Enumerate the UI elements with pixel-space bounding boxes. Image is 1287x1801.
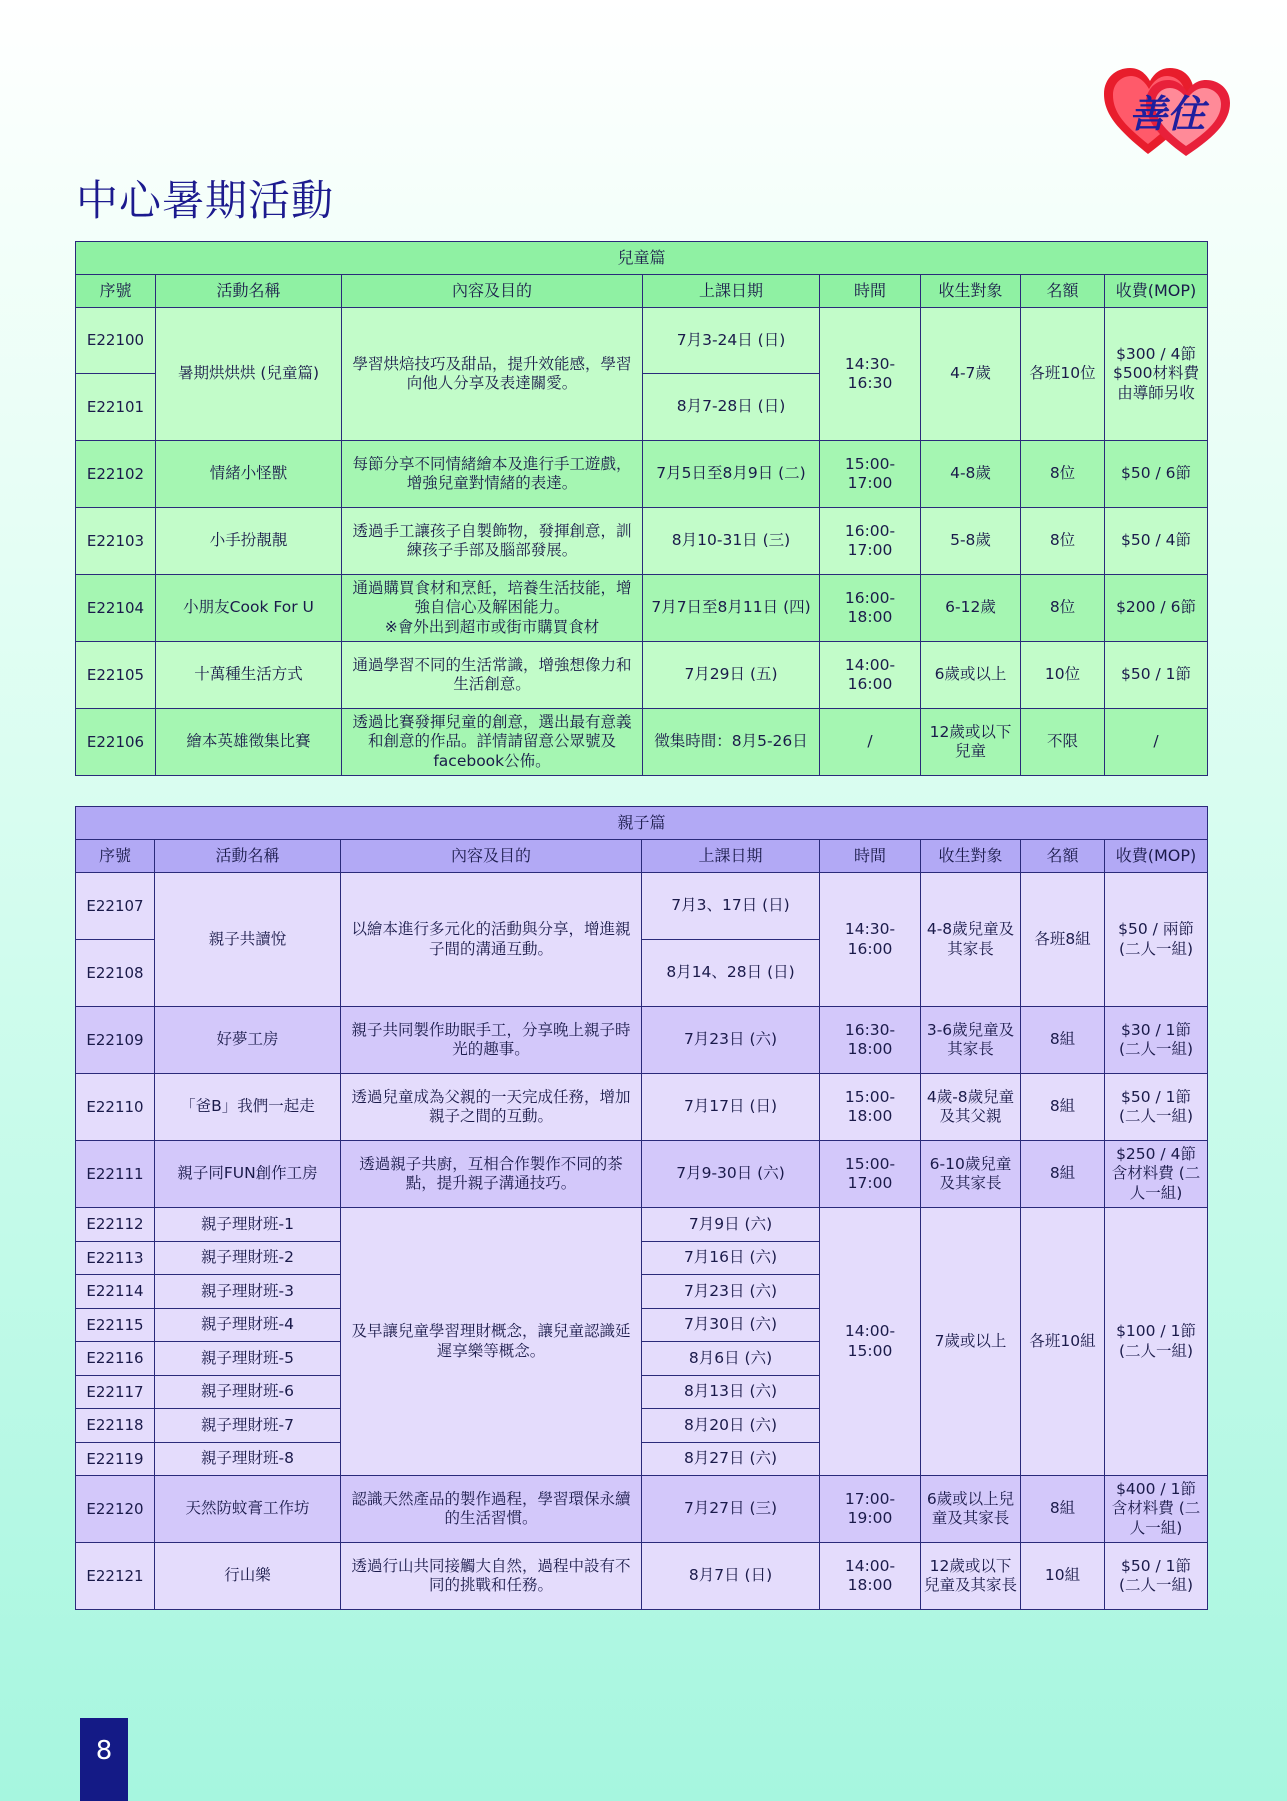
activity-description: 透過行山共同接觸大自然，過程中設有不同的挑戰和任務。 xyxy=(341,1543,642,1610)
activity-fee: $50 / 兩節 (二人一組) xyxy=(1105,873,1208,1007)
page-number: 8 xyxy=(80,1718,128,1801)
activity-id: E22117 xyxy=(76,1376,155,1409)
page-title: 中心暑期活動 xyxy=(76,176,335,225)
activity-fee: $50 / 6節 xyxy=(1105,441,1208,508)
activity-quota: 8位 xyxy=(1021,441,1105,508)
table-row xyxy=(76,308,1208,374)
activity-quota: 8組 xyxy=(1021,1141,1105,1208)
activity-time: 14:30-16:30 xyxy=(820,308,921,441)
activity-id: E22116 xyxy=(76,1342,155,1376)
activity-name: 親子共讀悅 xyxy=(155,873,341,1007)
activity-fee: $50 / 1節 xyxy=(1105,642,1208,709)
activity-id: E22101 xyxy=(76,374,156,441)
activity-date: 7月16日 (六) xyxy=(642,1242,820,1275)
activity-target: 5-8歲 xyxy=(921,508,1021,575)
double-heart-logo-icon xyxy=(1100,64,1234,160)
activity-id: E22120 xyxy=(76,1476,155,1543)
activity-id: E22110 xyxy=(76,1074,155,1141)
activity-date: 7月9-30日 (六) xyxy=(642,1141,820,1208)
activity-id: E22100 xyxy=(76,308,156,374)
activity-name: 天然防蚊膏工作坊 xyxy=(155,1476,341,1543)
table-row xyxy=(76,873,1208,940)
header-target: 收生對象 xyxy=(921,275,1021,308)
activity-description: 學習烘焙技巧及甜品，提升效能感，學習向他人分享及表達關愛。 xyxy=(342,308,643,441)
activity-name: 好夢工房 xyxy=(155,1007,341,1074)
activity-quota: 8位 xyxy=(1021,508,1105,575)
activity-fee: $250 / 4節 含材料費 (二人一組) xyxy=(1105,1141,1208,1208)
activity-target: 6歲或以上 xyxy=(921,642,1021,709)
activity-target: 6-10歲兒童及其家長 xyxy=(921,1141,1021,1208)
activity-date: 8月13日 (六) xyxy=(642,1376,820,1409)
activity-description: 親子共同製作助眠手工，分享晚上親子時光的趣事。 xyxy=(341,1007,642,1074)
activity-date: 8月10-31日 (三) xyxy=(643,508,820,575)
activity-date: 7月5日至8月9日 (二) xyxy=(643,441,820,508)
header-name: 活動名稱 xyxy=(155,840,341,873)
table-row xyxy=(76,508,1208,575)
activity-quota: 8組 xyxy=(1021,1074,1105,1141)
activity-target: 4-7歲 xyxy=(921,308,1021,441)
header-desc: 內容及目的 xyxy=(341,840,642,873)
activity-fee: $400 / 1節 含材料費 (二人一組) xyxy=(1105,1476,1208,1543)
activity-target: 12歲或以下兒童及其家長 xyxy=(921,1543,1021,1610)
activity-target: 6-12歲 xyxy=(921,575,1021,642)
activity-date: 7月17日 (日) xyxy=(642,1074,820,1141)
activity-description: 通過學習不同的生活常識，增強想像力和生活創意。 xyxy=(342,642,643,709)
activity-date: 8月20日 (六) xyxy=(642,1409,820,1443)
activity-time: 15:00-18:00 xyxy=(820,1074,921,1141)
activity-id: E22111 xyxy=(76,1141,155,1208)
activity-id: E22104 xyxy=(76,575,156,642)
activity-name: 暑期烘烘烘 (兒童篇) xyxy=(156,308,342,441)
activity-name: 十萬種生活方式 xyxy=(156,642,342,709)
header-target: 收生對象 xyxy=(921,840,1021,873)
activity-date: 徵集時間：8月5-26日 xyxy=(643,709,820,776)
activity-name: 繪本英雄徵集比賽 xyxy=(156,709,342,776)
activity-quota: 各班10位 xyxy=(1021,308,1105,441)
activity-date: 7月29日 (五) xyxy=(643,642,820,709)
activity-fee: $300 / 4節 $500材料費 由導師另收 xyxy=(1105,308,1208,441)
activity-id: E22118 xyxy=(76,1409,155,1443)
activity-id: E22102 xyxy=(76,441,156,508)
header-id: 序號 xyxy=(76,275,156,308)
header-fee: 收費(MOP) xyxy=(1105,275,1208,308)
activity-time: 14:30-16:00 xyxy=(820,873,921,1007)
activity-name: 親子理財班-2 xyxy=(155,1242,341,1275)
activity-name: 「爸B」我們一起走 xyxy=(155,1074,341,1141)
activity-time: / xyxy=(820,709,921,776)
activity-quota: 10組 xyxy=(1021,1543,1105,1610)
activity-name: 小朋友Cook For U xyxy=(156,575,342,642)
header-date: 上課日期 xyxy=(643,275,820,308)
activity-description: 透過手工讓孩子自製飾物，發揮創意，訓練孩子手部及腦部發展。 xyxy=(342,508,643,575)
activity-id: E22119 xyxy=(76,1443,155,1476)
activity-description: 以繪本進行多元化的活動與分享，增進親子間的溝通互動。 xyxy=(341,873,642,1007)
activity-time: 17:00-19:00 xyxy=(820,1476,921,1543)
activity-time: 16:00-18:00 xyxy=(820,575,921,642)
header-quota: 名額 xyxy=(1021,275,1105,308)
activity-id: E22112 xyxy=(76,1208,155,1242)
activity-id: E22103 xyxy=(76,508,156,575)
activity-description: 每節分享不同情緒繪本及進行手工遊戲，增強兒童對情緒的表達。 xyxy=(342,441,643,508)
activity-time: 14:00-15:00 xyxy=(820,1208,921,1476)
activity-target: 6歲或以上兒童及其家長 xyxy=(921,1476,1021,1543)
activity-time: 16:00-17:00 xyxy=(820,508,921,575)
activity-date: 7月3、17日 (日) xyxy=(642,873,820,940)
header-date: 上課日期 xyxy=(642,840,820,873)
activity-quota: 8組 xyxy=(1021,1007,1105,1074)
logo-text: 善住 xyxy=(1128,91,1206,136)
activity-id: E22114 xyxy=(76,1275,155,1309)
activity-name: 行山樂 xyxy=(155,1543,341,1610)
table-row xyxy=(76,1007,1208,1074)
activity-name: 親子理財班-7 xyxy=(155,1409,341,1443)
activity-quota: 各班8組 xyxy=(1021,873,1105,1007)
header-desc: 內容及目的 xyxy=(342,275,643,308)
activity-quota: 10位 xyxy=(1021,642,1105,709)
section-title-children: 兒童篇 xyxy=(76,242,1208,275)
activity-id: E22113 xyxy=(76,1242,155,1275)
activity-time: 16:30-18:00 xyxy=(820,1007,921,1074)
activity-time: 14:00-18:00 xyxy=(820,1543,921,1610)
activity-target: 4-8歲 xyxy=(921,441,1021,508)
children-activities-table xyxy=(75,241,1208,776)
activity-quota: 不限 xyxy=(1021,709,1105,776)
activity-date: 7月7日至8月11日 (四) xyxy=(643,575,820,642)
activity-date: 8月27日 (六) xyxy=(642,1443,820,1476)
activity-fee: $50 / 1節 (二人一組) xyxy=(1105,1543,1208,1610)
activity-fee: $50 / 1節 (二人一組) xyxy=(1105,1074,1208,1141)
header-time: 時間 xyxy=(820,840,921,873)
activity-id: E22108 xyxy=(76,940,155,1007)
activity-target: 3-6歲兒童及其家長 xyxy=(921,1007,1021,1074)
activity-name: 親子理財班-6 xyxy=(155,1376,341,1409)
table-row xyxy=(76,441,1208,508)
activity-date: 7月9日 (六) xyxy=(642,1208,820,1242)
activity-fee: / xyxy=(1105,709,1208,776)
activity-date: 8月7-28日 (日) xyxy=(643,374,820,441)
activity-description: 透過親子共廚，互相合作製作不同的茶點，提升親子溝通技巧。 xyxy=(341,1141,642,1208)
activity-date: 8月7日 (日) xyxy=(642,1543,820,1610)
activity-fee: $30 / 1節 (二人一組) xyxy=(1105,1007,1208,1074)
activity-date: 7月30日 (六) xyxy=(642,1309,820,1342)
activity-name: 親子同FUN創作工房 xyxy=(155,1141,341,1208)
activity-time: 15:00-17:00 xyxy=(820,1141,921,1208)
activity-target: 12歲或以下兒童 xyxy=(921,709,1021,776)
table-row xyxy=(76,1543,1208,1610)
section-title-family: 親子篇 xyxy=(76,807,1208,840)
activity-time: 14:00-16:00 xyxy=(820,642,921,709)
header-time: 時間 xyxy=(820,275,921,308)
table-row xyxy=(76,1141,1208,1208)
activity-id: E22105 xyxy=(76,642,156,709)
activity-time: 15:00-17:00 xyxy=(820,441,921,508)
activity-description xyxy=(342,575,643,642)
activity-date: 8月6日 (六) xyxy=(642,1342,820,1376)
activity-target: 7歲或以上 xyxy=(921,1208,1021,1476)
activity-target: 4歲-8歲兒童及其父親 xyxy=(921,1074,1021,1141)
activity-fee: $100 / 1節 (二人一組) xyxy=(1105,1208,1208,1476)
table-row xyxy=(76,642,1208,709)
activity-id: E22107 xyxy=(76,873,155,940)
table-row xyxy=(76,575,1208,642)
activity-fee: $200 / 6節 xyxy=(1105,575,1208,642)
header-fee: 收費(MOP) xyxy=(1105,840,1208,873)
activity-description: 透過兒童成為父親的一天完成任務，增加親子之間的互動。 xyxy=(341,1074,642,1141)
activity-fee: $50 / 4節 xyxy=(1105,508,1208,575)
table-row xyxy=(76,709,1208,776)
table-row xyxy=(76,1074,1208,1141)
description-note: ※會外出到超市或街市購買食材 xyxy=(384,617,600,636)
activity-name: 親子理財班-4 xyxy=(155,1309,341,1342)
activity-id: E22121 xyxy=(76,1543,155,1610)
activity-description: 及早讓兒童學習理財概念，讓兒童認識延遲享樂等概念。 xyxy=(341,1208,642,1476)
activity-date: 7月27日 (三) xyxy=(642,1476,820,1543)
activity-id: E22106 xyxy=(76,709,156,776)
activity-name: 親子理財班-3 xyxy=(155,1275,341,1309)
description-text: 通過購買食材和烹飪，培養生活技能，增強自信心及解困能力。 xyxy=(352,578,632,617)
activity-quota: 8位 xyxy=(1021,575,1105,642)
table-row xyxy=(76,1476,1208,1543)
activity-name: 親子理財班-8 xyxy=(155,1443,341,1476)
header-id: 序號 xyxy=(76,840,155,873)
activity-date: 7月3-24日 (日) xyxy=(643,308,820,374)
activity-name: 親子理財班-5 xyxy=(155,1342,341,1376)
activity-date: 7月23日 (六) xyxy=(642,1275,820,1309)
header-name: 活動名稱 xyxy=(156,275,342,308)
activity-date: 7月23日 (六) xyxy=(642,1007,820,1074)
activity-description: 認識天然產品的製作過程，學習環保永續的生活習慣。 xyxy=(341,1476,642,1543)
activity-id: E22115 xyxy=(76,1309,155,1342)
activity-id: E22109 xyxy=(76,1007,155,1074)
header-quota: 名額 xyxy=(1021,840,1105,873)
activity-quota: 各班10組 xyxy=(1021,1208,1105,1476)
table-row xyxy=(76,1208,1208,1242)
activity-quota: 8組 xyxy=(1021,1476,1105,1543)
family-activities-table xyxy=(75,806,1208,1610)
activity-name: 情緒小怪獸 xyxy=(156,441,342,508)
activity-name: 小手扮靚靚 xyxy=(156,508,342,575)
activity-target: 4-8歲兒童及其家長 xyxy=(921,873,1021,1007)
activity-name: 親子理財班-1 xyxy=(155,1208,341,1242)
activity-date: 8月14、28日 (日) xyxy=(642,940,820,1007)
activity-description: 透過比賽發揮兒童的創意，選出最有意義和創意的作品。詳情請留意公眾號及facebook公佈。 xyxy=(342,709,643,776)
